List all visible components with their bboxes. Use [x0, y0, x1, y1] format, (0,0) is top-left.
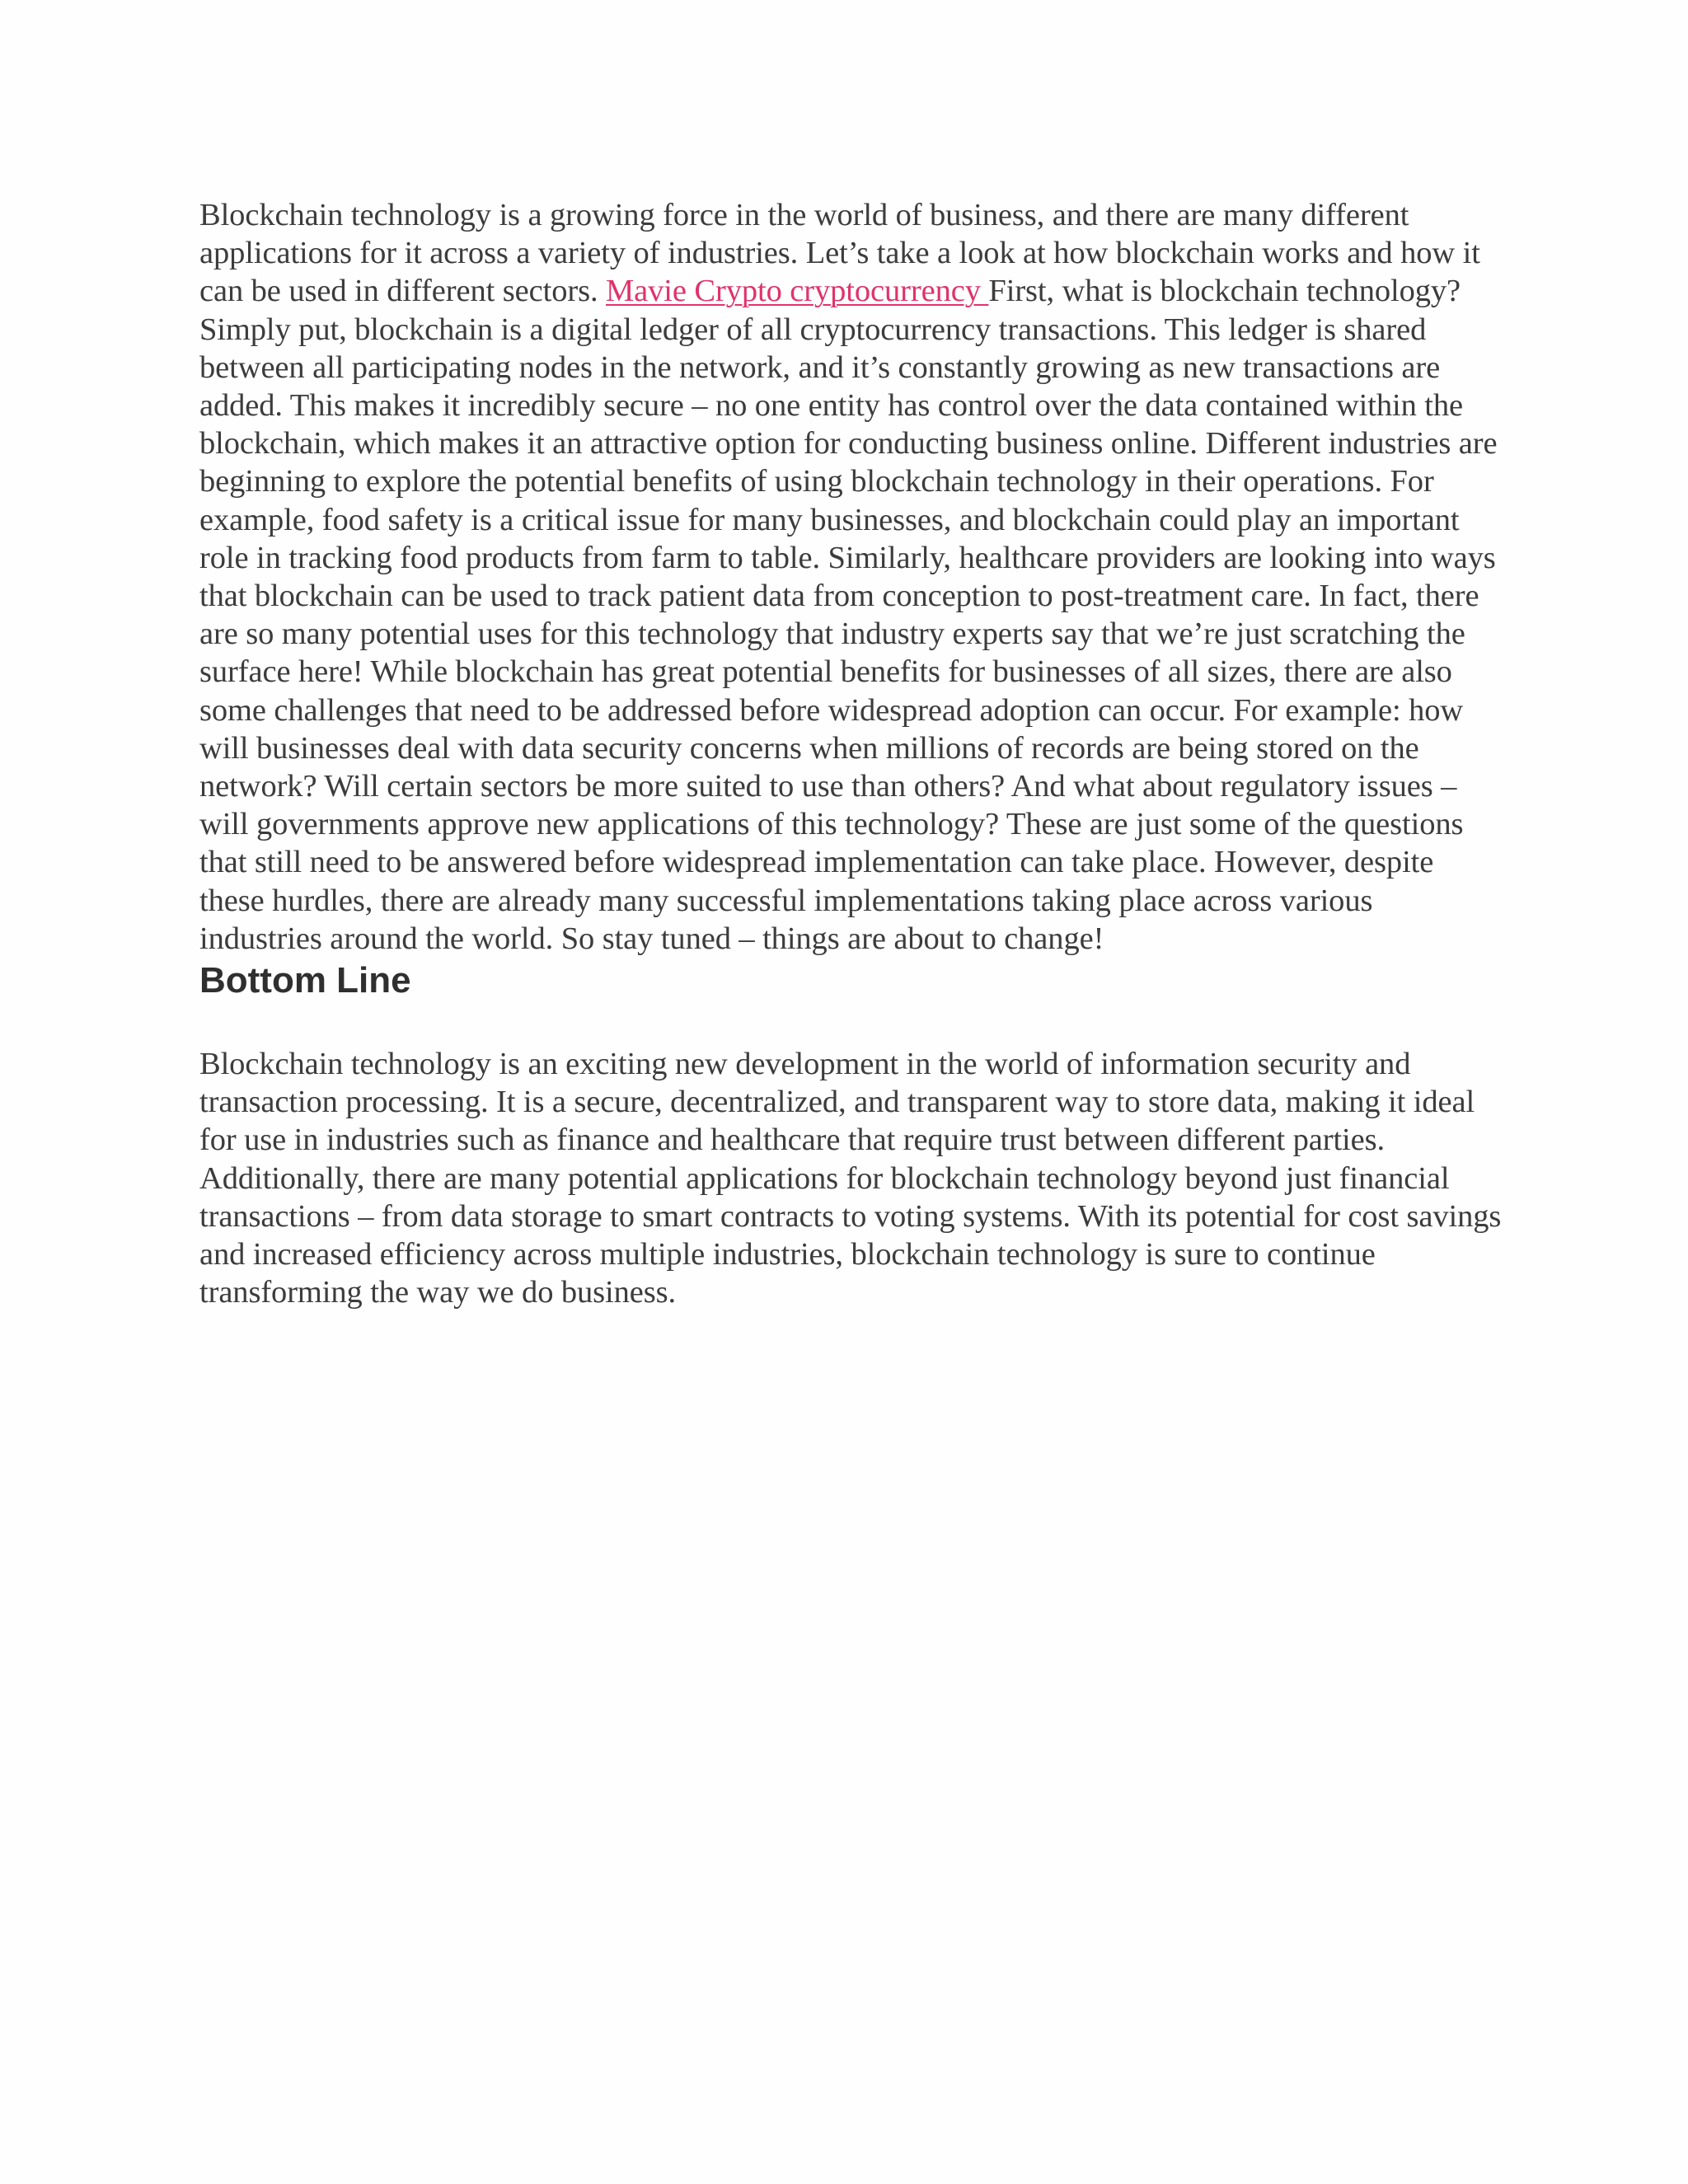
- document-page: [199, 196, 1502, 1311]
- intro-paragraph: [199, 196, 1502, 958]
- intro-text-before-link: Blockchain technology is a growing force in the world of business, and there are many different applications for it across a variety of industries. Let’s take a look at how blockchain works and how it can be used in different sectors.: [199, 198, 1480, 309]
- intro-text-after-link: First, what is blockchain technology? Simply put, blockchain is a digital ledger of all cryptocurrency transactions. This ledger is shared between all participating nodes in the network, and it’s constantly growing as new transactions are added. This makes it incredibly secure – no one entity has control over the data contained within the blockchain, which makes it an attractive option for conducting business online. Different industries are beginning to explore the potential benefits of using blockchain technology in their operations. For example, food safety is a critical issue for many businesses, and blockchain could play an important role in tracking food products from farm to table. Similarly, healthcare providers are looking into ways that blockchain can be used to track patient data from conception to post-treatment care. In fact, there are so many potential uses for this technology that industry experts say that we’re just scratching the surface here! While blockchain has great potential benefits for businesses of all sizes, there are also some challenges that need to be addressed before widespread adoption can occur. For example: how will businesses deal with data security concerns when millions of records are being stored on the network? Will certain sectors be more suited to use than others? And what about regulatory issues – will governments approve new applications of this technology? These are just some of the questions that still need to be answered before widespread implementation can take place. However, despite these hurdles, there are already many successful implementations taking place across various industries around the world. So stay tuned – things are about to change!: [199, 274, 1498, 956]
- mavie-crypto-link[interactable]: Mavie Crypto cryptocurrency: [606, 274, 989, 309]
- conclusion-paragraph: Blockchain technology is an exciting new development in the world of information security and transaction processing. It is a secure, decentralized, and transparent way to store data, making it ideal for use in industries such as finance and healthcare that require trust between different parties. Additionally, there are many potential applications for blockchain technology beyond just financial transactions – from data storage to smart contracts to voting systems. With its potential for cost savings and increased efficiency across multiple industries, blockchain technology is sure to continue transforming the way we do business.: [199, 1047, 1502, 1310]
- section-heading: Bottom Line: [199, 960, 411, 1001]
